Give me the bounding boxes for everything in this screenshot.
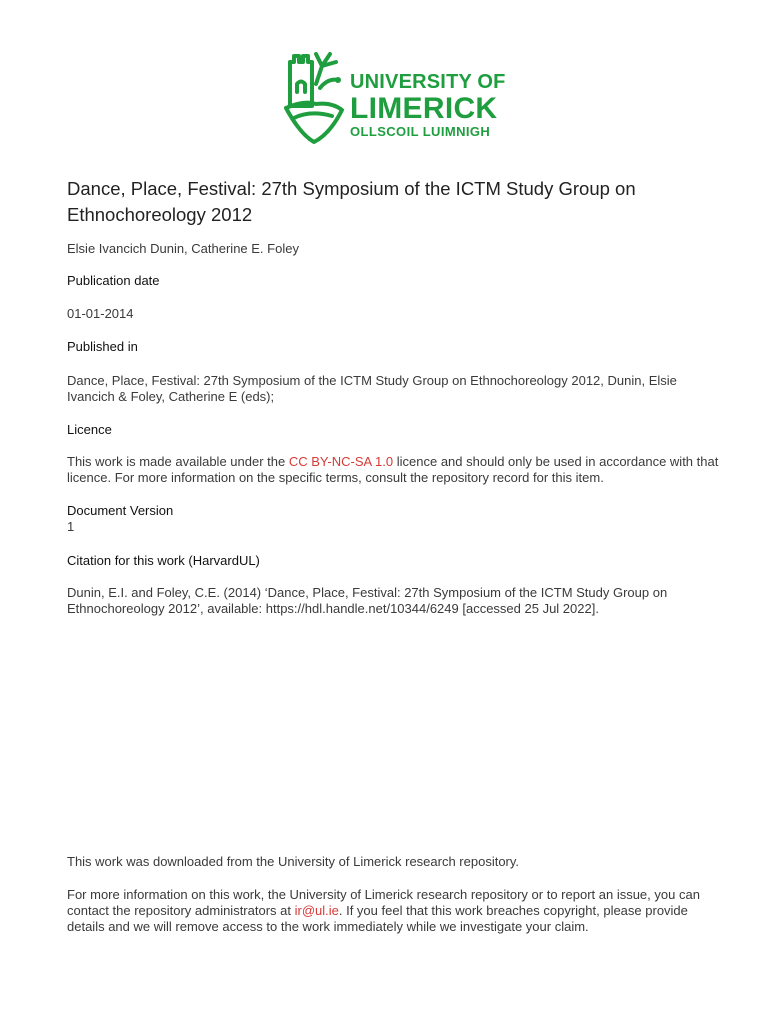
published-in-heading: Published in (67, 339, 138, 354)
published-in-value: Dance, Place, Festival: 27th Symposium of the ICTM Study Group on Ethnochoreology 2012, Dunin, Elsie Ivancich & Foley, Catherine E (eds); (67, 373, 677, 404)
footer-downloaded-note: This work was downloaded from the University of Limerick research repository. (67, 854, 520, 869)
citation-heading: Citation for this work (HarvardUL) (67, 553, 260, 568)
logo-line-limerick: LIMERICK (350, 92, 498, 125)
logo-line-ollscoil-luimnigh: OLLSCOIL LUIMNIGH (350, 124, 491, 139)
logo-line-university-of: UNIVERSITY OF (350, 71, 506, 93)
licence-text-before: This work is made available under the (67, 454, 289, 469)
footer-contact-note (67, 887, 727, 935)
citation-value: Dunin, E.I. and Foley, C.E. (2014) ‘Dance, Place, Festival: 27th Symposium of the ICTM Study Group on Ethnochoreology 2012’, available: https://hdl.handle.net/10344/6249 [accessed 25 Jul 2022]. (67, 585, 668, 616)
licence-text (67, 454, 727, 486)
licence-heading: Licence (67, 422, 112, 437)
licence-link[interactable]: CC BY-NC-SA 1.0 (288, 454, 394, 469)
university-logo-text (350, 71, 506, 140)
footer-contact-before: For more information on this work, the University of Limerick research repository or to report an issue, you can contact the repository administrators at (67, 887, 700, 918)
document-version-heading: Document Version (67, 503, 174, 518)
licence-text-after: licence and should only be used in accordance with that licence. For more information on the specific terms, consult the repository record for this item. (67, 454, 719, 485)
publication-date-heading: Publication date (67, 273, 160, 288)
contact-email-link[interactable]: ir@ul.ie (294, 903, 339, 918)
footer-contact-after: . If you feel that this work breaches copyright, please provide details and we will remove access to the work immediately while we investigate your claim. (67, 903, 688, 934)
document-title: Dance, Place, Festival: 27th Symposium of the ICTM Study Group on Ethnochoreology 2012 (67, 178, 636, 225)
publication-date-value: 01-01-2014 (67, 306, 134, 321)
document-version-value: 1 (67, 519, 75, 534)
authors: Elsie Ivancich Dunin, Catherine E. Foley (67, 241, 299, 256)
university-crest-icon (280, 44, 348, 148)
